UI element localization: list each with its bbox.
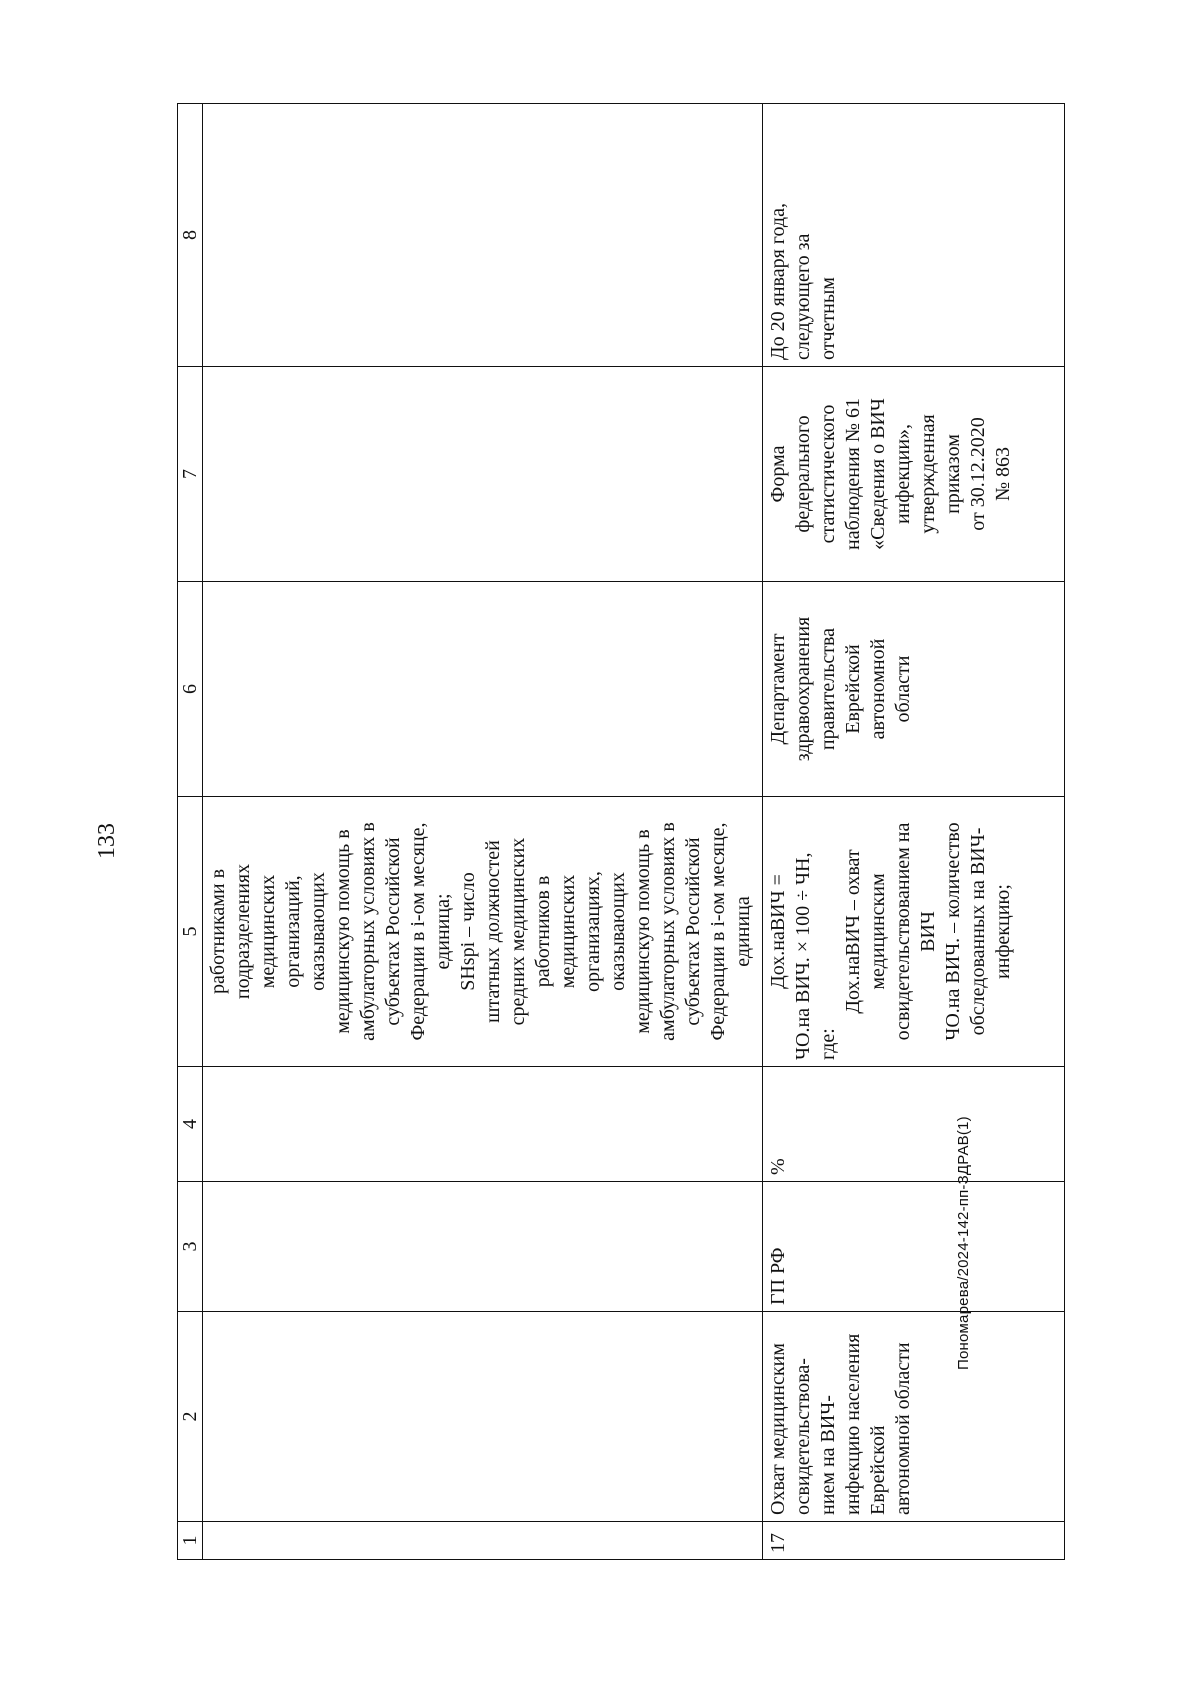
formula-line: медицинских	[257, 874, 279, 989]
formula-line: Дох.наВИЧ – охват	[842, 849, 864, 1014]
formula-line: подразделениях	[232, 863, 254, 1000]
formula-line: организациях,	[582, 871, 604, 992]
cont-cell-6	[203, 582, 763, 797]
formula-line: SHspi – число	[457, 872, 479, 991]
formula-line: инфекцию;	[992, 884, 1014, 979]
calculation-formula	[763, 797, 1065, 1067]
cont-cell-8	[203, 104, 763, 367]
cont-cell-7	[203, 367, 763, 582]
responsible-line: автономной	[867, 638, 889, 740]
header-row	[178, 104, 203, 1560]
formula-line: единица;	[432, 893, 454, 970]
formula-line: субъектах Российской	[682, 837, 704, 1026]
formula-line: где:	[817, 1028, 839, 1060]
indicator-table-rotated	[177, 104, 1065, 1560]
source-line: наблюдения № 61	[842, 398, 864, 550]
table-row-17	[763, 104, 1065, 1560]
source-line: «Сведения о ВИЧ	[867, 398, 889, 550]
source-line: инфекции»,	[892, 423, 914, 525]
formula-line: медицинским	[867, 873, 889, 990]
cont-cell-3	[203, 1182, 763, 1312]
data-source	[763, 367, 1065, 582]
header-cell-2: 2	[178, 1312, 203, 1522]
name-line: нием на ВИЧ-	[817, 1395, 839, 1515]
formula-line: амбулаторных условиях в	[357, 822, 379, 1041]
formula-line: Дох.наВИЧ =	[767, 874, 789, 989]
formula-line: ВИЧ	[917, 911, 939, 952]
formula-line: амбулаторных условиях в	[657, 822, 679, 1041]
formula-line: субъектах Российской	[382, 837, 404, 1026]
submission-deadline	[763, 104, 1065, 367]
formula-continuation-cell	[203, 797, 763, 1067]
formula-line: медицинскую помощь в	[332, 829, 354, 1034]
name-line: освидетельствова-	[792, 1358, 814, 1515]
formula-line: Федерации в i-ом месяце,	[407, 822, 429, 1041]
formula-line: штатных должностей	[482, 840, 504, 1023]
formula-line: средних медицинских	[507, 837, 529, 1026]
indicator-source: ГП РФ	[763, 1182, 1065, 1312]
formula-line: оказывающих	[607, 872, 629, 991]
formula-line: обследованных на ВИЧ-	[967, 827, 989, 1036]
responsible-line: Департамент	[767, 633, 789, 745]
cont-cell-4	[203, 1067, 763, 1182]
responsible-line: правительства	[817, 627, 839, 751]
source-line: федерального	[792, 415, 814, 533]
continuation-row	[203, 104, 763, 1560]
source-line: Форма	[767, 445, 789, 503]
source-line: № 863	[992, 446, 1014, 502]
source-line: утвержденная	[917, 414, 939, 534]
formula-line: работниками в	[207, 868, 229, 995]
header-cell-4: 4	[178, 1067, 203, 1182]
header-cell-8: 8	[178, 104, 203, 367]
document-footer-id: Пономарева/2024-142-пп-ЗДРАВ(1)	[955, 1116, 972, 1370]
cont-cell-2	[203, 1312, 763, 1522]
formula-line: ЧО.на ВИЧ. – количество	[942, 822, 964, 1041]
page-number: 133	[94, 823, 120, 859]
source-line: от 30.12.2020	[967, 417, 989, 531]
deadline-line: отчетным	[817, 277, 839, 360]
formula-line: оказывающих	[307, 872, 329, 991]
name-line: Еврейской	[867, 1425, 889, 1515]
formula-line: Федерации в i-ом месяце,	[707, 822, 729, 1041]
formula-line: ЧО.на ВИЧ. × 100 ÷ ЧН,	[792, 852, 814, 1060]
responsible-body	[763, 582, 1065, 797]
header-cell-6: 6	[178, 582, 203, 797]
name-line: Охват медицинским	[767, 1343, 789, 1515]
deadline-line: До 20 января года,	[767, 203, 789, 360]
formula-line: медицинских	[557, 874, 579, 989]
responsible-line: здравоохранения	[792, 616, 814, 762]
source-line: приказом	[942, 434, 964, 514]
indicator-table	[177, 103, 1065, 1560]
formula-line: медицинскую помощь в	[632, 829, 654, 1034]
formula-line: работников в	[532, 875, 554, 988]
row-number: 17	[763, 1522, 1065, 1560]
responsible-line: области	[892, 655, 914, 723]
header-cell-3: 3	[178, 1182, 203, 1312]
unit-of-measure: %	[763, 1067, 1065, 1182]
responsible-line: Еврейской	[842, 644, 864, 734]
formula-line: организаций,	[282, 875, 304, 988]
formula-line: единица	[732, 896, 754, 967]
deadline-line: следующего за	[792, 233, 814, 360]
header-cell-5: 5	[178, 797, 203, 1067]
indicator-name	[763, 1312, 1065, 1522]
name-line: инфекцию населения	[842, 1333, 864, 1515]
name-line: автономной области	[892, 1342, 914, 1515]
header-cell-7: 7	[178, 367, 203, 582]
cont-cell-1	[203, 1522, 763, 1560]
formula-line: освидетельствованием на	[892, 822, 914, 1041]
source-line: статистического	[817, 404, 839, 544]
header-cell-1: 1	[178, 1522, 203, 1560]
